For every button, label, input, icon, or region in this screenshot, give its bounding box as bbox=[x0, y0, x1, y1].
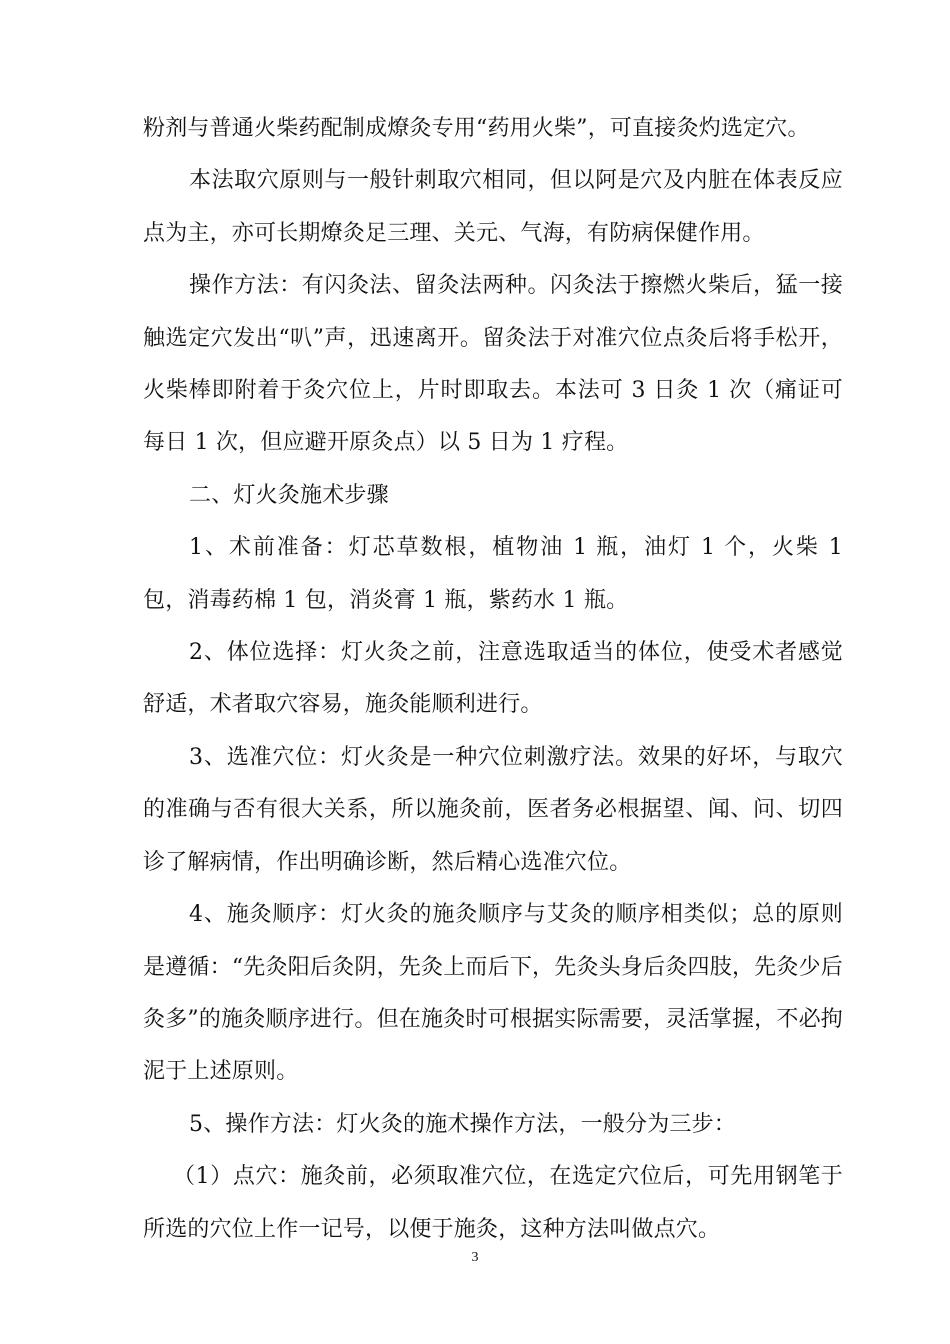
page-number: 3 bbox=[471, 1250, 479, 1265]
step-2-paragraph: 2、体位选择：灯火灸之前，注意选取适当的体位，使受术者感觉舒适，术者取穴容易，施灸能顺利进行。 bbox=[143, 640, 843, 718]
substep-1-paragraph: （1）点穴：施灸前，必须取准穴位，在选定穴位后，可先用钢笔于所选的穴位上作一记号，以便于施灸，这种方法叫做点穴。 bbox=[143, 1164, 843, 1242]
paragraph-1: 粉剂与普通火柴药配制成燎灸专用“药用火柴”，可直接灸灼选定穴。 bbox=[143, 116, 810, 141]
step-3-paragraph: 3、选准穴位：灯火灸是一种穴位刺激疗法。效果的好坏，与取穴的准确与否有很大关系，所以施灸前，医者务必根据望、闻、问、切四诊了解病情，作出明确诊断，然后精心选准穴位。 bbox=[143, 744, 843, 875]
step-4-paragraph: 4、施灸顺序：灯火灸的施灸顺序与艾灸的顺序相类似；总的原则是遵循：“先灸阳后灸阴，先灸上而后下，先灸头身后灸四肢，先灸少后灸多”的施灸顺序进行。但在施灸时可根据实际需要，灵活掌握，不必拘泥于上述原则。 bbox=[143, 902, 843, 1085]
paragraph-3: 操作方法：有闪灸法、留灸法两种。闪灸法于擦燃火柴后，猛一接触选定穴发出“叭”声，迅速离开。留灸法于对准穴位点灸后将手松开，火柴棒即附着于灸穴位上，片时即取去。本法可 3 日灸 1 次（痛证可每日 1 次，但应避开原灸点）以 5 日为 1 疗程。 bbox=[143, 273, 843, 456]
step-1-paragraph: 1、术前准备：灯芯草数根，植物油 1 瓶，油灯 1 个，火柴 1 包，消毒药棉 1 包，消炎膏 1 瓶，紫药水 1 瓶。 bbox=[143, 535, 843, 613]
page-content bbox=[143, 103, 843, 1256]
section-heading: 二、灯火灸施术步骤 bbox=[189, 482, 389, 508]
paragraph-2: 本法取穴原则与一般针刺取穴相同，但以阿是穴及内脏在体表反应点为主，亦可长期燎灸足三理、关元、气海，有防病保健作用。 bbox=[143, 168, 843, 246]
step-5-paragraph: 5、操作方法：灯火灸的施术操作方法，一般分为三步： bbox=[189, 1111, 736, 1137]
